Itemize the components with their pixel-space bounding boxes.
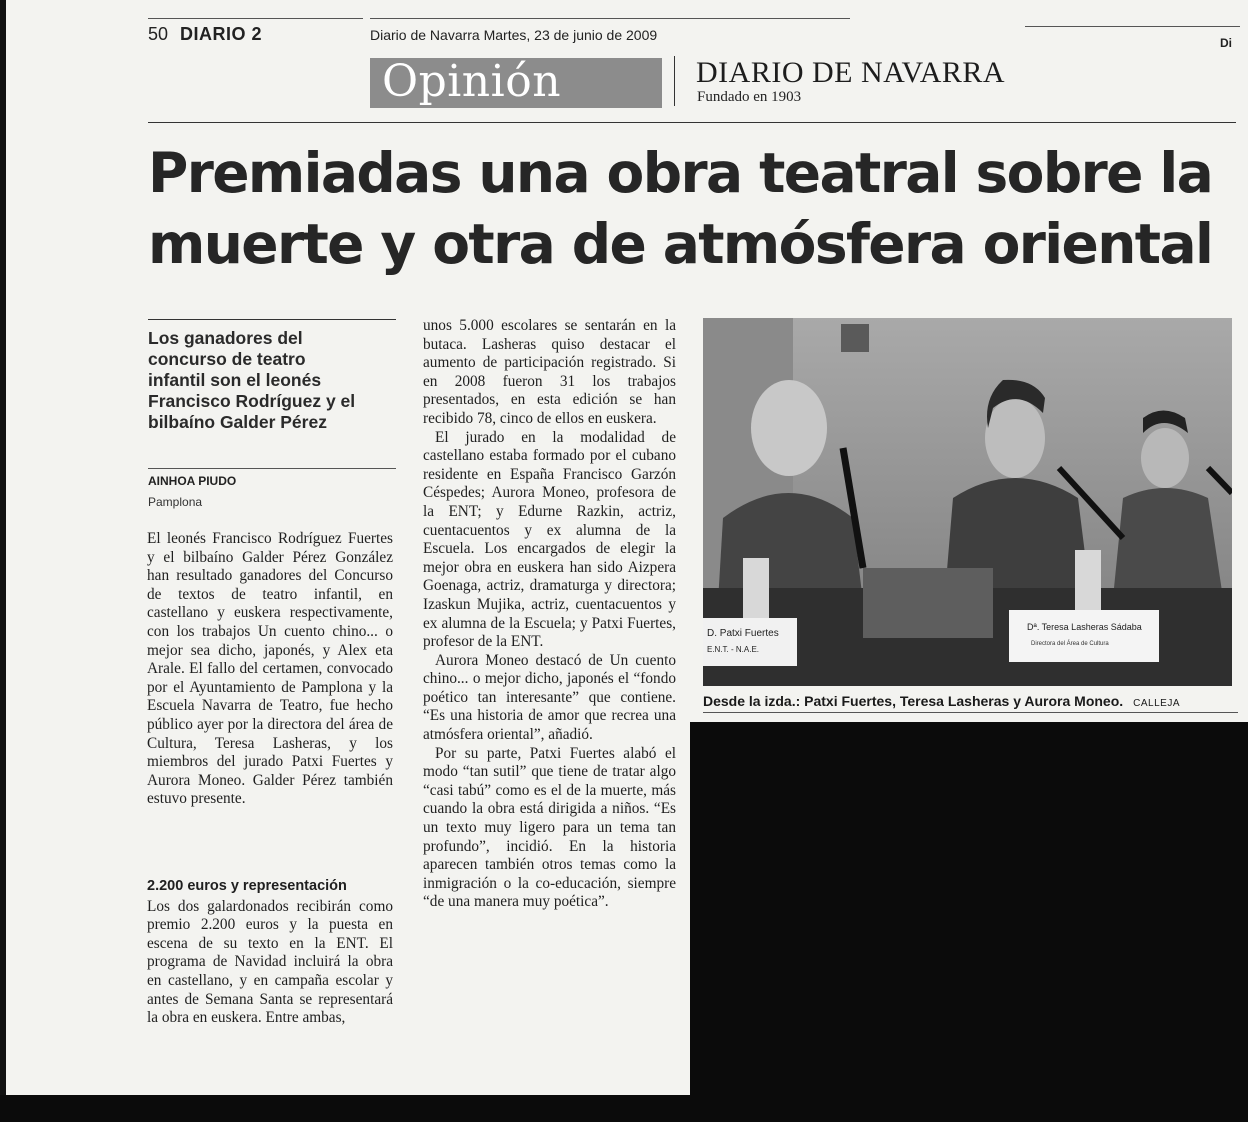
photo-caption-row [703,693,1238,709]
byline: AINHOA PIUDO [148,474,237,488]
press-conference-photo [703,318,1232,686]
page-number: 50 [148,24,169,44]
header-rule [148,18,363,19]
body-paragraph: Por su parte, Patxi Fuertes alabó el modo “tan sutil” que tiene de tratar algo “casi tabú” como es el de la muerte, más cuando la obra está dirigida a niños. “Es un texto muy ligero para un tema tan profundo”, incidió. En la historia aparecen también otros temas como la inmigración o la co-educación, siempre “de una manera muy poética”. [423,744,676,911]
scan-background-bottom [0,1095,1248,1120]
subhead-line: Francisco Rodríguez y el [148,391,356,411]
byline-rule [148,468,396,469]
body-paragraph: El leonés Francisco Rodríguez Fuertes y el bilbaíno Galder Pérez González han resultado ganadores del Concurso de textos de teatro infantil, en castellano y euskera respectivamente, con los trabajos Un cuento chino... o mejor sea dicho, japonés, y Alex eta Arale. El fallo del certamen, convocado por el Ayuntamiento de Pamplona y la Escuela Navarra de Teatro, fue hecho público ayer por la directora del área de Cultura, Teresa Lasheras, y los miembros del jurado Patxi Fuertes y Aurora Moneo. Galder Pérez también estuvo presente. [147,530,393,808]
water-bottle [1075,550,1101,610]
person-body [1113,488,1223,598]
photo-caption: Desde la izda.: Patxi Fuertes, Teresa Lasheras y Aurora Moneo. [703,693,1124,709]
header-rule [370,18,850,19]
subhead-rule [148,319,396,320]
body-paragraph: unos 5.000 escolares se sentarán en la butaca. Lasheras quiso destacar el aumento de participación registrado. Si en 2008 fueron 31 los trabajos presentados, en esta edición se han recibido 78, cinco de ellos en euskera. [423,317,676,427]
founded-line: Fundado en 1903 [697,89,802,105]
photo-credit: CALLEJA [1133,698,1181,709]
headline-line: muerte y otra de atmósfera oriental [148,212,1213,276]
dateline-city: Pamplona [148,495,203,509]
header-rule [1025,26,1240,27]
article-column-1-lower [147,877,393,1028]
laptop [863,568,993,638]
person-head [985,398,1045,478]
nameplate-left-name: D. Patxi Fuertes [707,628,779,639]
nameplate-left-org: E.N.T. - N.A.E. [707,645,760,654]
subhead-line: Los ganadores del [148,328,303,348]
body-paragraph: Aurora Moneo destacó de Un cuento chino... o mejor dicho, japonés el “fondo poético tan interesante” que contiene. “Es una historia de amor que recrea una atmósfera oriental”, añadió. [423,651,676,744]
headline [148,138,1238,280]
water-bottle [743,558,769,618]
nameplate-right-name: Dª. Teresa Lasheras Sádaba [1027,622,1142,632]
masthead-divider [674,56,675,106]
section-name: DIARIO 2 [180,24,263,44]
nameplate-left [703,618,797,666]
paper-date: Diario de Navarra Martes, 23 de junio de 2009 [370,27,658,43]
person-head [1141,428,1189,488]
body-paragraph: El jurado en la modalidad de castellano estaba formado por el cubano residente en España Francisco Garzón Céspedes; Aurora Moneo, profesora de la ENT; y Edurne Razkin, actriz, cuentacuentos y ex alumna de la Escuela. Los encargados de elegir la mejor obra en euskera han sido Aizpera Goenaga, actriz, dramaturga y directora; Izaskun Mujika, actriz, cuentacuentos y ex alumna de la Escuela; y Patxi Fuertes, profesor de la ENT. [423,428,676,651]
headline-rule [148,122,1236,123]
headline-line: Premiadas una obra teatral sobre la [148,141,1213,205]
corner-mark: Di [1220,36,1232,50]
subhead-line: bilbaíno Galder Pérez [148,412,327,432]
section-title: Opinión [382,56,562,107]
photo-illustration [703,318,1232,686]
minihead: 2.200 euros y representación [147,878,347,894]
nameplate-right [1009,610,1159,662]
subhead [148,328,398,433]
article-column-1 [147,530,393,809]
caption-rule [703,712,1238,713]
subhead-line: concurso de teatro [148,349,306,369]
scan-left-edge [0,0,6,1120]
wall-emblem [841,324,869,352]
person-head [751,380,827,476]
masthead: DIARIO DE NAVARRA [696,56,1006,89]
nameplate-right-role: Directora del Área de Cultura [1031,641,1109,647]
article-column-2 [423,317,676,912]
scan-background-right [690,722,1248,1122]
subhead-line: infantil son el leonés [148,370,322,390]
body-paragraph: Los dos galardonados recibirán como premio 2.200 euros y la puesta en escena de su texto en la ENT. El programa de Navidad incluirá la obra en castellano, y en campaña escolar y antes de Semana Santa se representará la obra en euskera. Entre ambas, [147,897,393,1027]
